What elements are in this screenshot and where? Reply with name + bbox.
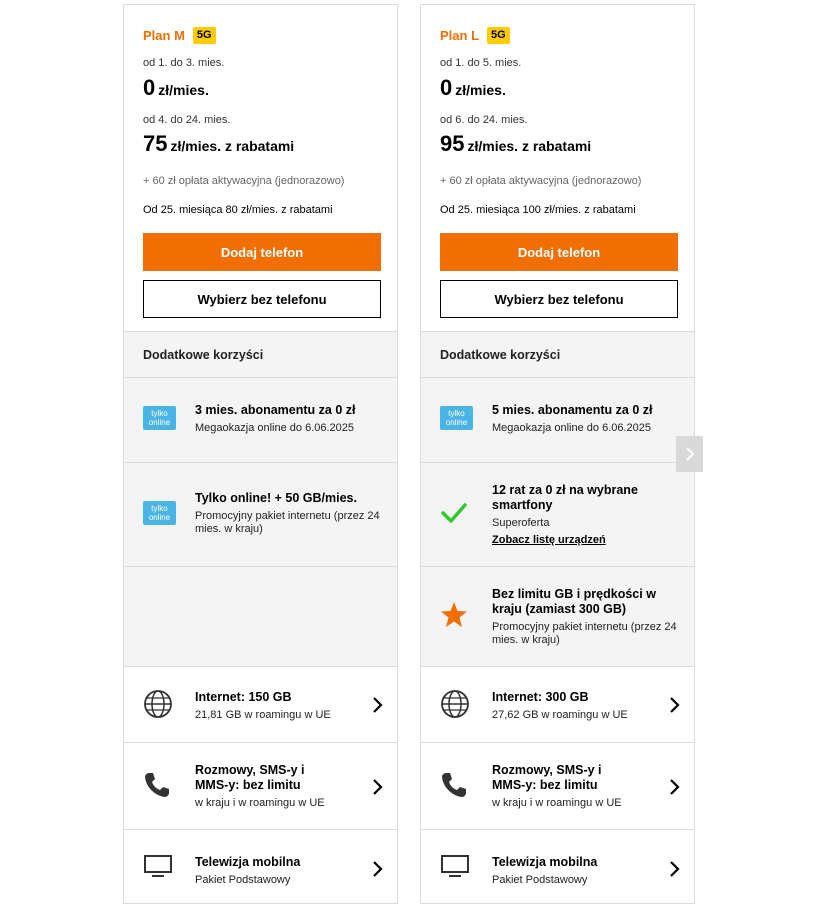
feature-tv[interactable]: [124, 829, 397, 903]
benefit-title: 3 mies. abonamentu za 0 zł: [195, 403, 356, 417]
benefit-item: [124, 462, 397, 566]
globe-icon: [440, 689, 470, 719]
5g-badge: 5G: [487, 27, 510, 44]
feature-subtitle: w kraju i w roamingu w UE: [195, 797, 325, 809]
benefits-header: [124, 331, 397, 377]
price-unit: zł/mies. z rabatami: [467, 138, 592, 154]
benefit-subtitle: Superoferta: [492, 517, 550, 529]
choose-without-phone-button[interactable]: Wybierz bez telefonu: [143, 280, 381, 318]
phone-icon: [143, 771, 171, 799]
add-phone-button[interactable]: Dodaj telefon: [143, 233, 381, 271]
promo-period: od 1. do 3. mies.: [143, 57, 225, 69]
activation-fee: + 60 zł opłata aktywacyjna (jednorazowo): [440, 175, 642, 187]
plan-card-l: [420, 4, 695, 904]
promo-price: [143, 75, 209, 101]
tylko-online-icon: tylko online: [143, 406, 176, 430]
benefit-subtitle: Megaokazja online do 6.06.2025: [195, 422, 355, 434]
plan-header: [143, 26, 216, 44]
price-value: 75: [143, 131, 168, 156]
feature-calls[interactable]: [421, 742, 694, 829]
tv-icon: [143, 854, 173, 878]
benefits-title: Dodatkowe korzyści: [440, 348, 561, 362]
chevron-right-icon[interactable]: [668, 860, 680, 878]
benefit-subtitle: Promocyjny pakiet internetu (przez 24 mies. w kraju): [492, 621, 677, 646]
benefit-empty-slot: [124, 566, 397, 666]
regular-period: od 4. do 24. mies.: [143, 114, 231, 126]
5g-badge: 5G: [193, 27, 216, 44]
phone-icon: [440, 771, 468, 799]
chevron-right-icon[interactable]: [668, 778, 680, 796]
regular-period: od 6. do 24. mies.: [440, 114, 528, 126]
benefit-item: [124, 377, 397, 462]
benefit-item: [421, 566, 694, 666]
feature-title: Telewizja mobilna: [492, 855, 598, 869]
globe-icon: [143, 689, 173, 719]
benefit-title: Tylko online! + 50 GB/mies.: [195, 491, 357, 505]
benefit-item: [421, 377, 694, 462]
price-unit: zł/mies.: [158, 82, 209, 98]
plan-card-m: [123, 4, 398, 904]
plan-header: [440, 26, 510, 44]
plan-name: Plan M: [143, 27, 185, 43]
regular-price: [440, 131, 591, 157]
carousel-next-button[interactable]: [676, 436, 703, 472]
tylko-online-icon: tylko online: [440, 406, 473, 430]
feature-subtitle: Pakiet Podstawowy: [195, 874, 291, 886]
choose-without-phone-button[interactable]: Wybierz bez telefonu: [440, 280, 678, 318]
chevron-right-icon[interactable]: [668, 696, 680, 714]
benefit-title: 12 rat za 0 zł na wybrane smartfony: [492, 483, 638, 512]
price-value: 0: [440, 75, 453, 100]
later-price-note: Od 25. miesiąca 80 zł/mies. z rabatami: [143, 204, 333, 216]
benefit-subtitle: Promocyjny pakiet internetu (przez 24 mies. w kraju): [195, 510, 380, 535]
benefits-header: [421, 331, 694, 377]
plan-name: Plan L: [440, 27, 480, 43]
promo-period: od 1. do 5. mies.: [440, 57, 522, 69]
feature-subtitle: 27,62 GB w roamingu w UE: [492, 709, 628, 721]
chevron-right-icon[interactable]: [371, 778, 383, 796]
benefit-title: Bez limitu GB i prędkości w kraju (zamiast 300 GB): [492, 587, 656, 616]
benefit-item: [421, 462, 694, 566]
feature-internet[interactable]: [421, 666, 694, 742]
price-unit: zł/mies. z rabatami: [170, 138, 295, 154]
feature-title: Rozmowy, SMS-y i MMS-y: bez limitu: [492, 763, 602, 792]
later-price-note: Od 25. miesiąca 100 zł/mies. z rabatami: [440, 204, 636, 216]
feature-calls[interactable]: [124, 742, 397, 829]
benefit-subtitle: Megaokazja online do 6.06.2025: [492, 422, 652, 434]
price-value: 95: [440, 131, 465, 156]
feature-subtitle: w kraju i w roamingu w UE: [492, 797, 622, 809]
feature-title: Rozmowy, SMS-y i MMS-y: bez limitu: [195, 763, 305, 792]
device-list-link[interactable]: Zobacz listę urządzeń: [492, 534, 606, 546]
check-icon: [440, 501, 468, 525]
promo-price: [440, 75, 506, 101]
star-icon: [440, 601, 468, 629]
add-phone-button[interactable]: Dodaj telefon: [440, 233, 678, 271]
feature-title: Telewizja mobilna: [195, 855, 301, 869]
feature-title: Internet: 150 GB: [195, 690, 292, 704]
feature-tv[interactable]: [421, 829, 694, 903]
feature-subtitle: 21,81 GB w roamingu w UE: [195, 709, 331, 721]
tylko-online-icon: tylko online: [143, 501, 176, 525]
feature-internet[interactable]: [124, 666, 397, 742]
benefits-title: Dodatkowe korzyści: [143, 348, 264, 362]
regular-price: [143, 131, 294, 157]
price-unit: zł/mies.: [455, 82, 506, 98]
activation-fee: + 60 zł opłata aktywacyjna (jednorazowo): [143, 175, 345, 187]
benefit-title: 5 mies. abonamentu za 0 zł: [492, 403, 653, 417]
tv-icon: [440, 854, 470, 878]
chevron-right-icon[interactable]: [371, 696, 383, 714]
feature-subtitle: Pakiet Podstawowy: [492, 874, 588, 886]
chevron-right-icon[interactable]: [371, 860, 383, 878]
chevron-right-icon: [685, 447, 695, 461]
feature-title: Internet: 300 GB: [492, 690, 589, 704]
price-value: 0: [143, 75, 156, 100]
